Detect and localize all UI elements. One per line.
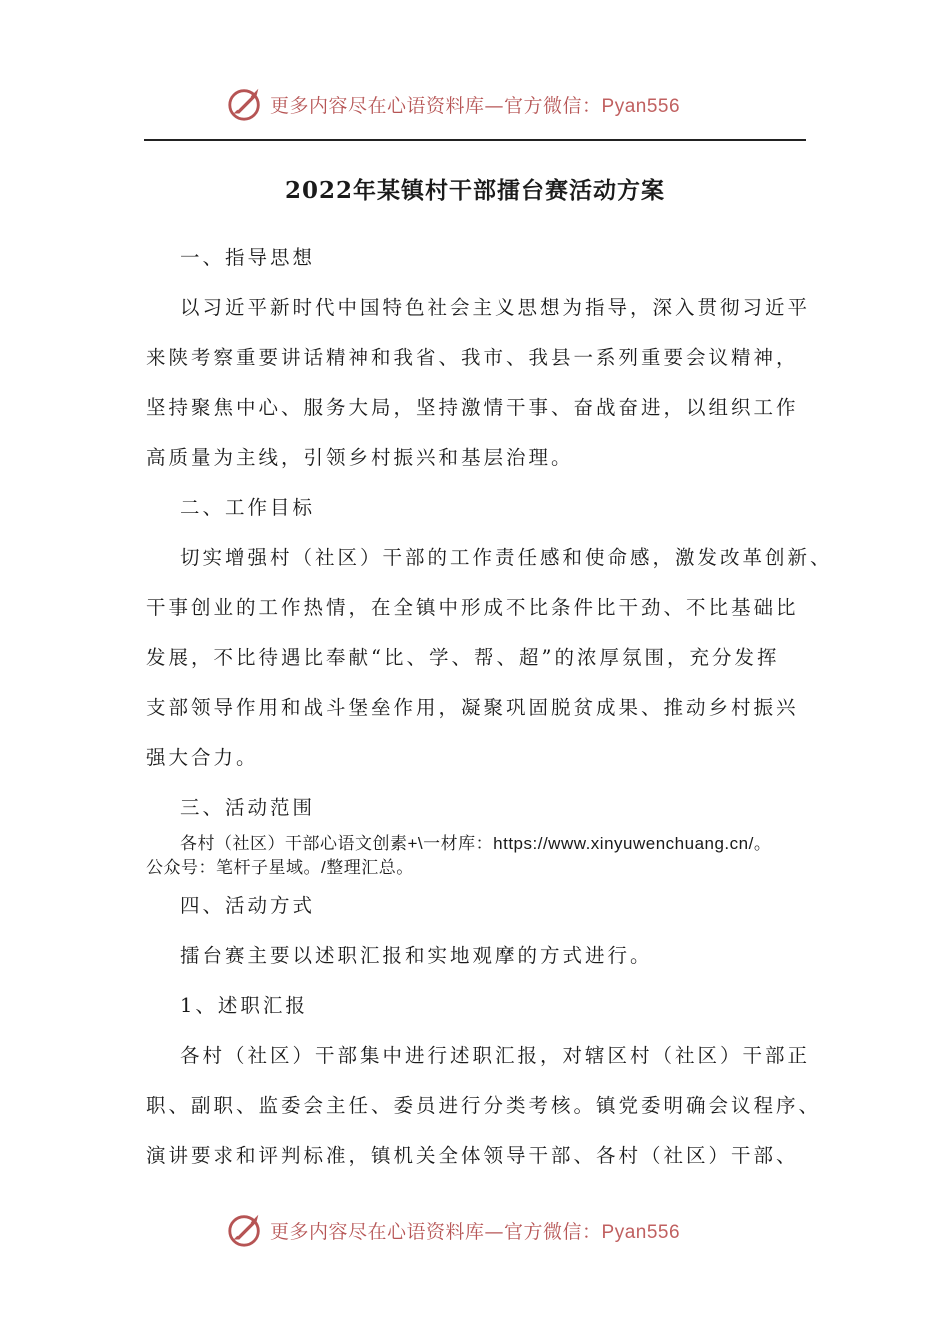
header-banner-text: 更多内容尽在心语资料库—官方微信：Pyan556 xyxy=(270,94,681,117)
wechat-id: Pyan556 xyxy=(601,95,681,117)
wechat-id: Pyan556 xyxy=(601,1221,681,1243)
paragraph-line: 支部领导作用和战斗堡垒作用，凝聚巩固脱贫成果、推动乡村振兴 xyxy=(146,696,799,719)
paragraph-line: 坚持聚焦中心、服务大局，坚持激情干事、奋战奋进，以组织工作 xyxy=(146,396,799,419)
document-title: 2022年某镇村干部擂台赛活动方案 xyxy=(284,177,665,204)
paragraph-line: 演讲要求和评判标准，镇机关全体领导干部、各村（社区）干部、 xyxy=(146,1144,799,1167)
footer-banner-text: 更多内容尽在心语资料库—官方微信：Pyan556 xyxy=(270,1220,681,1243)
section-heading-3: 三、活动范围 xyxy=(180,796,316,819)
paragraph-line: 职、副职、监委会主任、委员进行分类考核。镇党委明确会议程序、 xyxy=(146,1094,822,1117)
quill-pen-logo-icon xyxy=(226,1211,264,1249)
paragraph-line: 公众号：笔杆子星域。/整理汇总。 xyxy=(146,858,414,877)
paragraph-line: 各村（社区）干部心语文创素+\一材库：https://www.xinyuwenchuang.cn/。 xyxy=(180,834,772,853)
subsection-heading: 1、述职汇报 xyxy=(180,994,308,1017)
paragraph-line: 擂台赛主要以述职汇报和实地观摩的方式进行。 xyxy=(180,944,653,967)
paragraph-line: 发展，不比待遇比奉献“比、学、帮、超”的浓厚氛围，充分发挥 xyxy=(146,646,780,669)
paragraph-line: 以习近平新时代中国特色社会主义思想为指导，深入贯彻习近平 xyxy=(180,296,811,319)
quill-pen-logo-icon xyxy=(226,85,264,123)
section-heading-2: 二、工作目标 xyxy=(180,496,316,519)
footer-banner xyxy=(226,1210,680,1250)
section-heading-1: 一、指导思想 xyxy=(180,246,316,269)
header-divider xyxy=(144,139,806,141)
section-heading-4: 四、活动方式 xyxy=(180,894,316,917)
paragraph-line: 干事创业的工作热情，在全镇中形成不比条件比干劲、不比基础比 xyxy=(146,596,799,619)
paragraph-line: 强大合力。 xyxy=(146,746,259,769)
header-banner xyxy=(226,84,680,124)
paragraph-line: 各村（社区）干部集中进行述职汇报，对辖区村（社区）干部正 xyxy=(180,1044,811,1067)
paragraph-line: 高质量为主线，引领乡村振兴和基层治理。 xyxy=(146,446,574,469)
paragraph-line: 来陕考察重要讲话精神和我省、我市、我县一系列重要会议精神， xyxy=(146,346,799,369)
paragraph-line: 切实增强村（社区）干部的工作责任感和使命感，激发改革创新、 xyxy=(180,546,833,569)
